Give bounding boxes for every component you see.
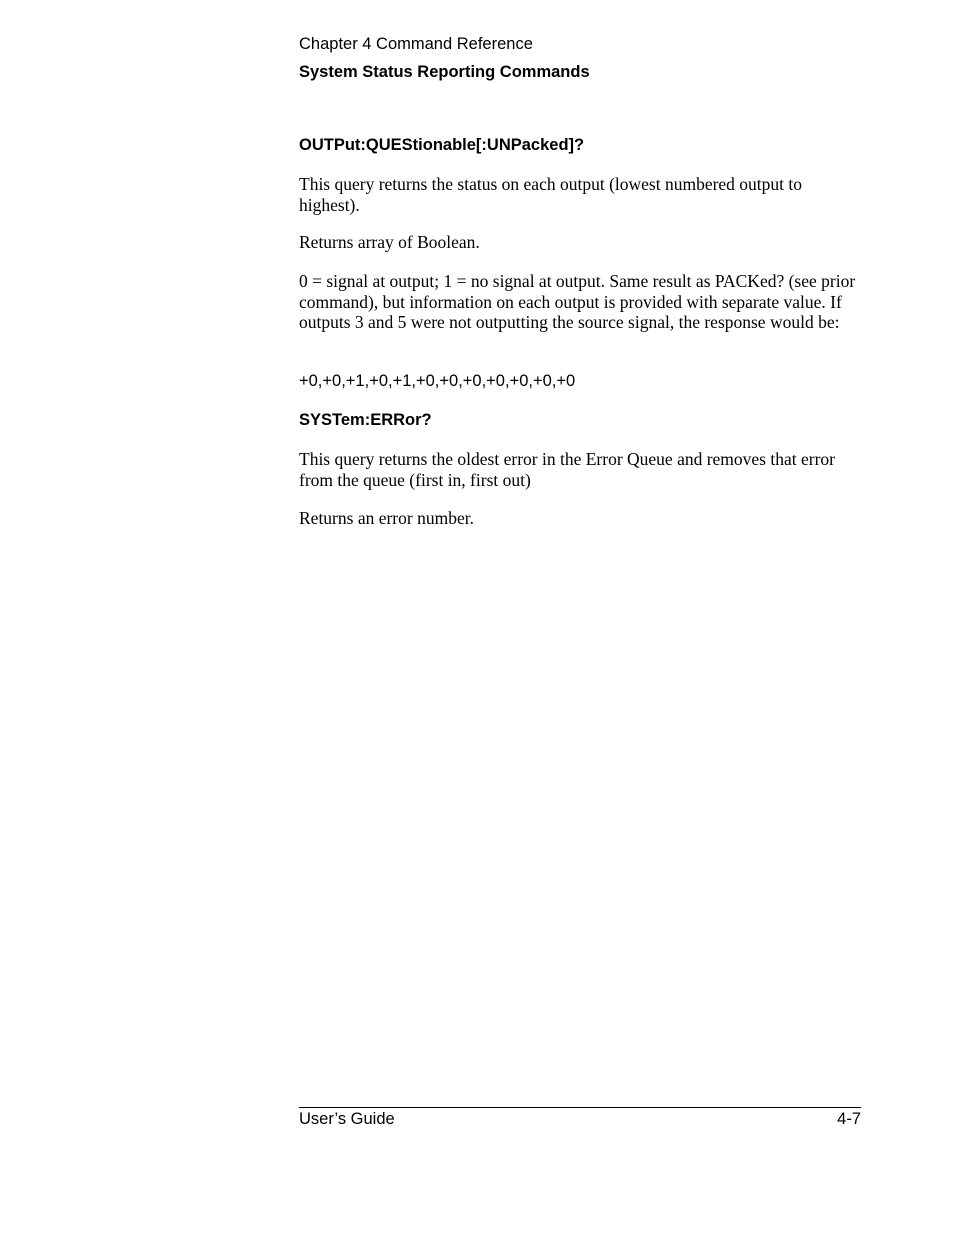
- footer-page-number: 4-7: [837, 1110, 861, 1128]
- command-heading-system-error: SYSTem:ERRor?: [299, 411, 432, 429]
- paragraph-output-query-description: This query returns the status on each output (lowest numbered output to highest).: [299, 174, 803, 215]
- footer-guide-title: User’s Guide: [299, 1110, 395, 1128]
- command-heading-output-questionable: OUTPut:QUEStionable[:UNPacked]?: [299, 136, 585, 154]
- paragraph-signal-explanation: 0 = signal at output; 1 = no signal at output. Same result as PACKed? (see prior command), but information on each output is provided with separate value. If outputs 3 and 5 were not outputting the source signal, the response would be:: [299, 271, 856, 332]
- chapter-header: Chapter 4 Command Reference: [299, 35, 533, 53]
- paragraph-returns-boolean: Returns array of Boolean.: [299, 232, 480, 252]
- example-response: +0,+0,+1,+0,+1,+0,+0,+0,+0,+0,+0,+0: [299, 372, 576, 390]
- paragraph-error-query-description: This query returns the oldest error in the Error Queue and removes that error from the queue (first in, first out): [299, 449, 835, 490]
- footer-rule: [299, 1107, 861, 1108]
- section-header: System Status Reporting Commands: [299, 63, 590, 81]
- paragraph-returns-error-number: Returns an error number.: [299, 508, 474, 528]
